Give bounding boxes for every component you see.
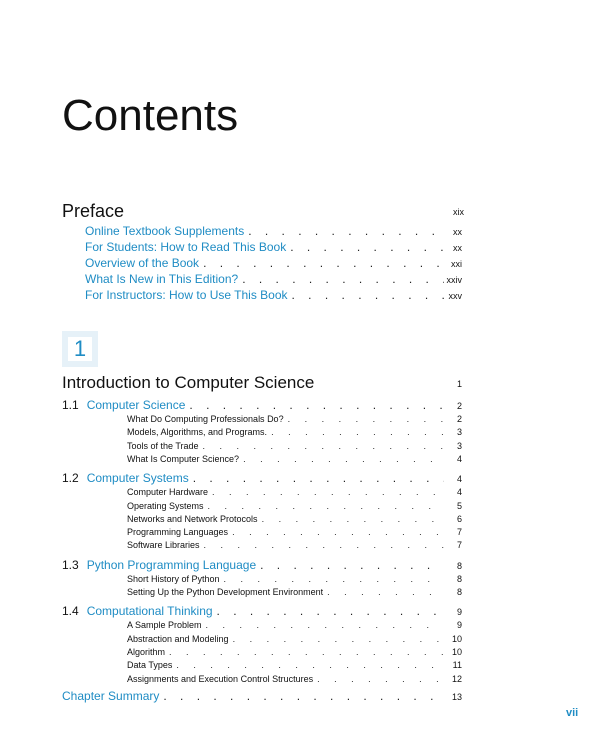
subsection-entry[interactable] (127, 487, 462, 497)
subsection-entry[interactable] (127, 514, 462, 524)
preface-entry[interactable] (85, 224, 462, 238)
leader-dots (288, 288, 444, 302)
preface-heading[interactable] (62, 200, 464, 222)
leader-dots (172, 660, 444, 670)
toc-entry-page-number: 8 (456, 587, 462, 597)
subsection-entry[interactable] (127, 427, 462, 437)
toc-entry-label: Programming Languages (127, 527, 229, 538)
toc-entry-label: Abstraction and Modeling (127, 633, 229, 644)
toc-entry-page-number: xx (453, 243, 462, 253)
subsection-entry[interactable] (127, 540, 462, 550)
subsection-entry[interactable] (127, 527, 462, 537)
toc-entry-page-number: 2 (456, 401, 462, 411)
preface-page-number: xix (453, 207, 464, 217)
page-folio: vii (566, 707, 579, 719)
section-entry[interactable] (62, 398, 462, 412)
leader-dots (267, 427, 444, 437)
leader-dots (244, 224, 444, 238)
toc-entry-label[interactable]: What Is New in This Edition? (85, 272, 239, 286)
subsection-entry[interactable] (127, 647, 462, 657)
leader-dots (228, 527, 444, 537)
toc-entry-label[interactable]: Computer Science (86, 398, 186, 412)
toc-entry-label[interactable]: Overview of the Book (85, 256, 200, 270)
toc-entry-page-number: 9 (456, 607, 462, 618)
subsection-entry[interactable] (127, 501, 462, 511)
toc-entry-label[interactable]: Computer Systems (86, 471, 189, 486)
leader-dots (220, 574, 444, 584)
toc-entry-label: Assignments and Execution Control Structures (127, 673, 314, 684)
toc-entry-label: What Do Computing Professionals Do? (127, 414, 284, 424)
toc-entry-label[interactable]: Python Programming Language (86, 557, 257, 572)
leader-dots (286, 240, 444, 254)
toc-entry-page-number: 4 (456, 474, 462, 485)
section-number: 1.2 (62, 471, 79, 486)
toc-entry-page-number: 4 (456, 453, 462, 464)
leader-dots (165, 647, 444, 657)
toc-entry-page-number: xx (453, 227, 462, 237)
leader-dots (284, 414, 444, 424)
chapter-page-number: 1 (456, 379, 462, 389)
toc-entry-label[interactable]: Chapter Summary (62, 688, 160, 703)
toc-entry-page-number: 9 (456, 620, 462, 631)
toc-entry-page-number: 5 (456, 500, 462, 511)
subsection-entry[interactable] (127, 587, 462, 597)
preface-title: Preface (62, 201, 125, 221)
leader-dots (199, 441, 444, 451)
toc-entry-page-number: 10 (451, 646, 462, 657)
subsection-entry[interactable] (127, 660, 462, 670)
toc-entry-page-number: 10 (451, 633, 462, 644)
toc-entry-label: What Is Computer Science? (127, 453, 240, 464)
leader-dots (213, 604, 444, 618)
chapter-heading[interactable] (62, 372, 462, 394)
leader-dots (238, 272, 444, 286)
toc-entry-page-number: xxv (448, 291, 462, 301)
toc-entry-page-number: 6 (456, 513, 462, 524)
leader-dots (208, 487, 444, 497)
toc-entry-label[interactable]: For Students: How to Read This Book (85, 240, 287, 254)
chapter-number-badge (62, 331, 98, 367)
toc-entry-label[interactable]: Online Textbook Supplements (85, 224, 245, 238)
subsection-entry[interactable] (127, 454, 462, 464)
subsection-entry[interactable] (127, 574, 462, 584)
toc-entry-label: Setting Up the Python Development Environment (127, 587, 324, 597)
toc-entry-page-number: 3 (456, 440, 462, 451)
leader-dots (313, 674, 444, 684)
toc-entry-page-number: 8 (456, 560, 462, 571)
toc-entry-label: Computer Hardware (127, 487, 209, 498)
subsection-entry[interactable] (127, 441, 462, 451)
toc-entry-label[interactable]: For Instructors: How to Use This Book (85, 288, 288, 302)
subsection-entry[interactable] (127, 634, 462, 644)
toc-entry-label: Networks and Network Protocols (127, 513, 258, 524)
preface-entry[interactable] (85, 256, 462, 270)
leader-dots (323, 587, 444, 597)
toc-entry-page-number: 4 (456, 487, 462, 498)
toc-entry-page-number: 8 (456, 573, 462, 584)
toc-entry-label: Data Types (127, 660, 173, 671)
subsection-entry[interactable] (127, 674, 462, 684)
toc-entry-label[interactable]: Computational Thinking (86, 604, 213, 619)
toc-entry-page-number: 11 (452, 660, 462, 671)
leader-dots (199, 256, 444, 270)
toc-entry-page-number: 2 (456, 414, 462, 424)
toc-entry-page-number: 7 (456, 540, 462, 551)
section-entry[interactable] (62, 604, 462, 618)
toc-entry-label: Short History of Python (127, 573, 220, 584)
preface-entry[interactable] (85, 272, 462, 286)
toc-entry-label: Models, Algorithms, and Programs. (127, 427, 268, 438)
leader-dots (189, 471, 444, 485)
leader-dots (229, 634, 444, 644)
toc-entry-label: Tools of the Trade (127, 440, 199, 451)
section-number: 1.4 (62, 604, 79, 619)
toc-entry-page-number: 12 (451, 673, 462, 684)
toc-entry-label: A Sample Problem (127, 620, 202, 631)
section-entry[interactable] (62, 471, 462, 485)
section-number: 1.1 (62, 398, 79, 412)
subsection-entry[interactable] (127, 620, 462, 630)
preface-entry[interactable] (85, 288, 462, 302)
toc-entry-label: Algorithm (127, 646, 166, 657)
leader-dots (239, 454, 444, 464)
toc-entry-page-number: xxiv (446, 275, 462, 285)
toc-entry-page-number: 13 (451, 691, 462, 702)
chapter-summary-entry[interactable] (62, 689, 462, 703)
section-number: 1.3 (62, 557, 79, 572)
subsection-entry[interactable] (127, 414, 462, 424)
toc-entry-label: Operating Systems (127, 500, 204, 511)
toc-entry-page-number: 7 (456, 527, 462, 538)
toc-entry-label: Software Libraries (127, 540, 200, 551)
leader-dots (159, 689, 444, 703)
chapter-title: Introduction to Computer Science (62, 373, 315, 392)
toc-entry-page-number: 3 (456, 427, 462, 438)
leader-dots (258, 514, 444, 524)
leader-dots (202, 620, 444, 630)
leader-dots (256, 558, 444, 572)
toc-entry-page-number: xxi (451, 259, 462, 269)
preface-entry[interactable] (85, 240, 462, 254)
section-entry[interactable] (62, 558, 462, 572)
page-title: Contents (62, 91, 239, 140)
leader-dots (185, 398, 444, 412)
leader-dots (200, 540, 444, 550)
leader-dots (204, 501, 444, 511)
chapter-number: 1 (68, 337, 92, 361)
